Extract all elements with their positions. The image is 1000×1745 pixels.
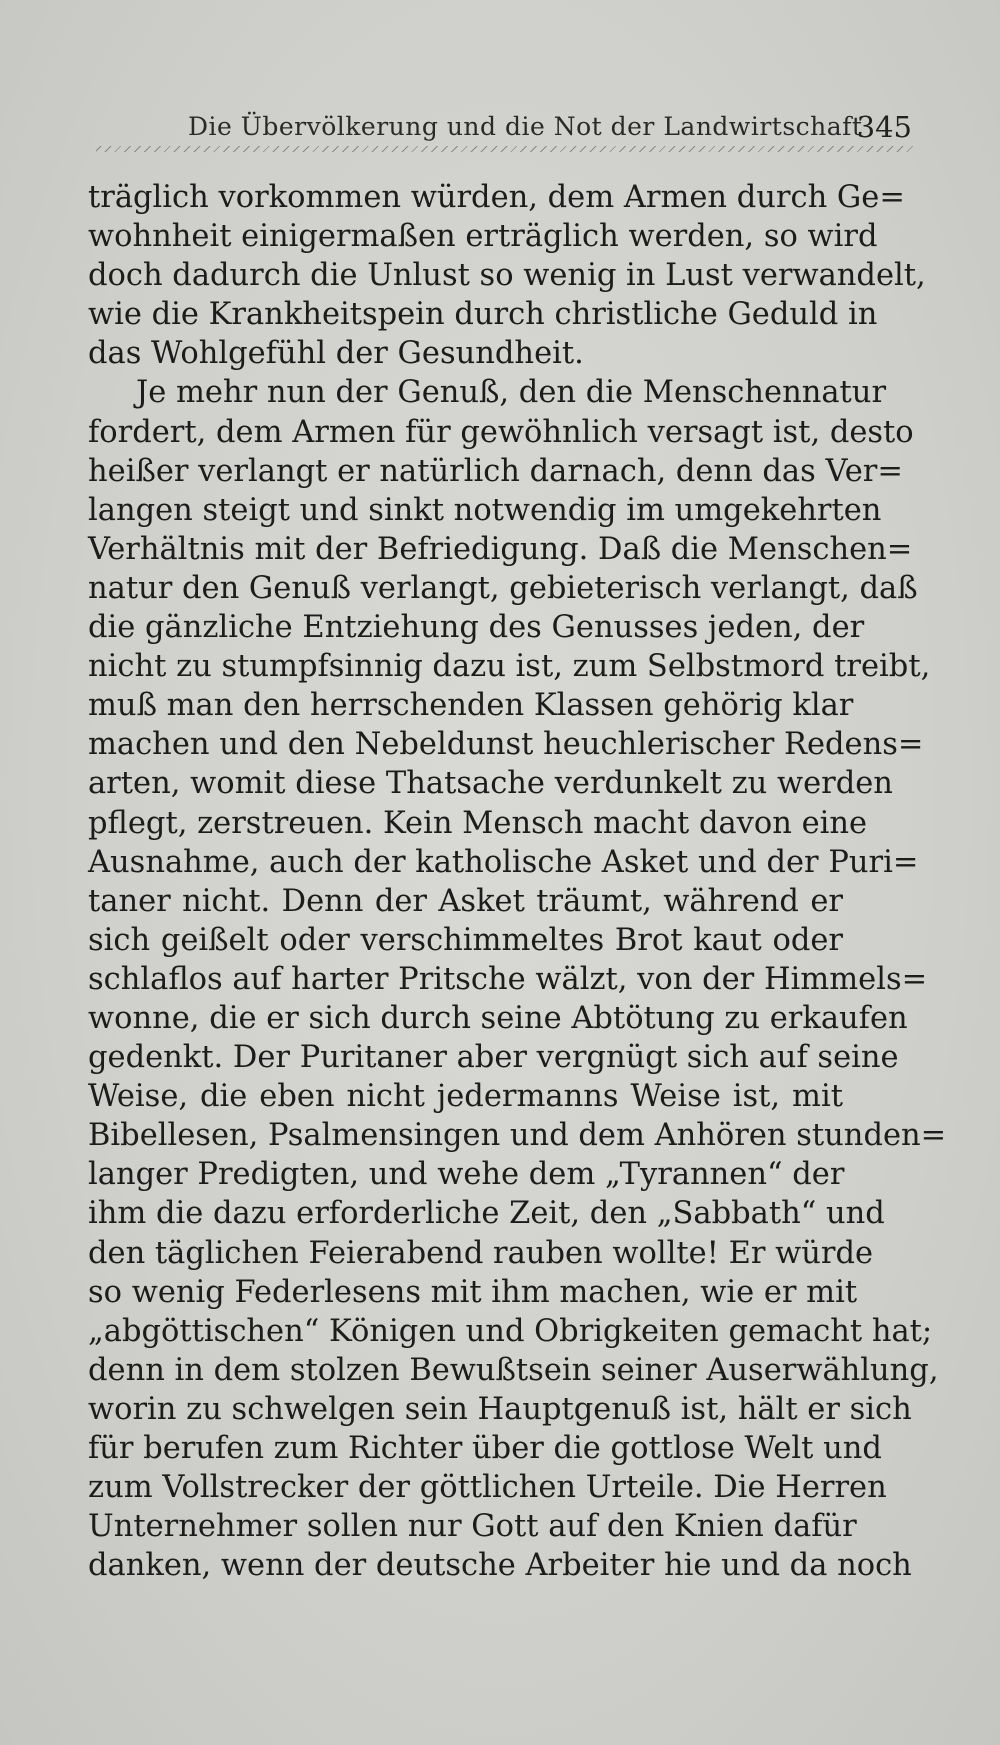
text-line: so wenig Federlesens mit ihm machen, wie er mit [88, 1274, 858, 1310]
text-line: für berufen zum Richter über die gottlose Welt und [88, 1431, 882, 1466]
text-line: natur den Genuß verlangt, gebieterisch verlangt, daß [88, 570, 918, 606]
text-line: nicht zu stumpfsinnig dazu ist, zum Selbstmord treibt, [88, 649, 931, 685]
text-line: muß man den herrschenden Klassen gehörig klar [88, 688, 854, 724]
text-line: worin zu schwelgen sein Hauptgenuß ist, hält er sich [88, 1391, 912, 1427]
text-line: Verhältnis mit der Befriedigung. Daß die Menschen= [88, 531, 913, 567]
page-header [88, 112, 912, 142]
text-line: Je mehr nun der Genuß, den die Menschennatur [136, 375, 887, 411]
text-line: Unternehmer sollen nur Gott auf den Knien dafür [88, 1509, 857, 1545]
text-line: doch dadurch die Unlust so wenig in Lust verwandelt, [88, 258, 926, 294]
text-line: schlaflos auf harter Pritsche wälzt, von der Himmels= [88, 961, 928, 997]
text-line: Ausnahme, auch der katholische Asket und der Puri= [88, 844, 919, 880]
text-line: machen und den Nebeldunst heuchlerischer Redens= [88, 727, 924, 763]
text-line: träglich vorkommen würden, dem Armen durch Ge= [88, 180, 905, 215]
text-line: wie die Krankheitspein durch christliche Geduld in [88, 297, 878, 333]
text-line: langen steigt und sinkt notwendig im umgekehrten [88, 492, 882, 528]
text-line: den täglichen Feierabend rauben wollte! Er würde [88, 1235, 874, 1271]
text-line: denn in dem stolzen Bewußtsein seiner Auserwählung, [88, 1352, 939, 1388]
text-line: zum Vollstrecker der göttlichen Urteile. Die Herren [88, 1470, 887, 1506]
header-rule [96, 146, 914, 152]
text-line: ihm die dazu erforderliche Zeit, den „Sabbath“ und [88, 1196, 885, 1232]
text-line: wonne, die er sich durch seine Abtötung zu erkaufen [88, 1000, 908, 1036]
text-line: das Wohlgefühl der Gesundheit. [88, 336, 584, 372]
text-line: „abgöttischen“ Königen und Obrigkeiten gemacht hat; [88, 1313, 933, 1349]
text-line: Bibellesen, Psalmensingen und dem Anhören stunden= [88, 1118, 947, 1154]
text-line: langer Predigten, und wehe dem „Tyrannen“ der [88, 1157, 845, 1193]
text-line: arten, womit diese Thatsache verdunkelt zu werden [88, 766, 893, 802]
text-line: fordert, dem Armen für gewöhnlich versagt ist, desto [88, 414, 914, 450]
text-line: gedenkt. Der Puritaner aber vergnügt sich auf seine [88, 1040, 899, 1076]
text-line: pflegt, zerstreuen. Kein Mensch macht davon eine [88, 805, 868, 841]
body-text [88, 178, 947, 1585]
text-line: danken, wenn der deutsche Arbeiter hie und da noch [88, 1548, 912, 1584]
text-line: taner nicht. Denn der Asket träumt, während er [88, 883, 843, 919]
text-line: die gänzliche Entziehung des Genusses jeden, der [88, 610, 865, 646]
text-line: Weise, die eben nicht jedermanns Weise ist, mit [88, 1079, 843, 1115]
text-line: wohnheit einigermaßen erträglich werden, so wird [88, 219, 878, 255]
text-line: sich geißelt oder verschimmeltes Brot kaut oder [88, 922, 843, 958]
page-number: 345 [856, 110, 912, 144]
text-line: heißer verlangt er natürlich darnach, denn das Ver= [88, 453, 903, 489]
running-head: Die Übervölkerung und die Not der Landwirtschaft [188, 112, 863, 141]
